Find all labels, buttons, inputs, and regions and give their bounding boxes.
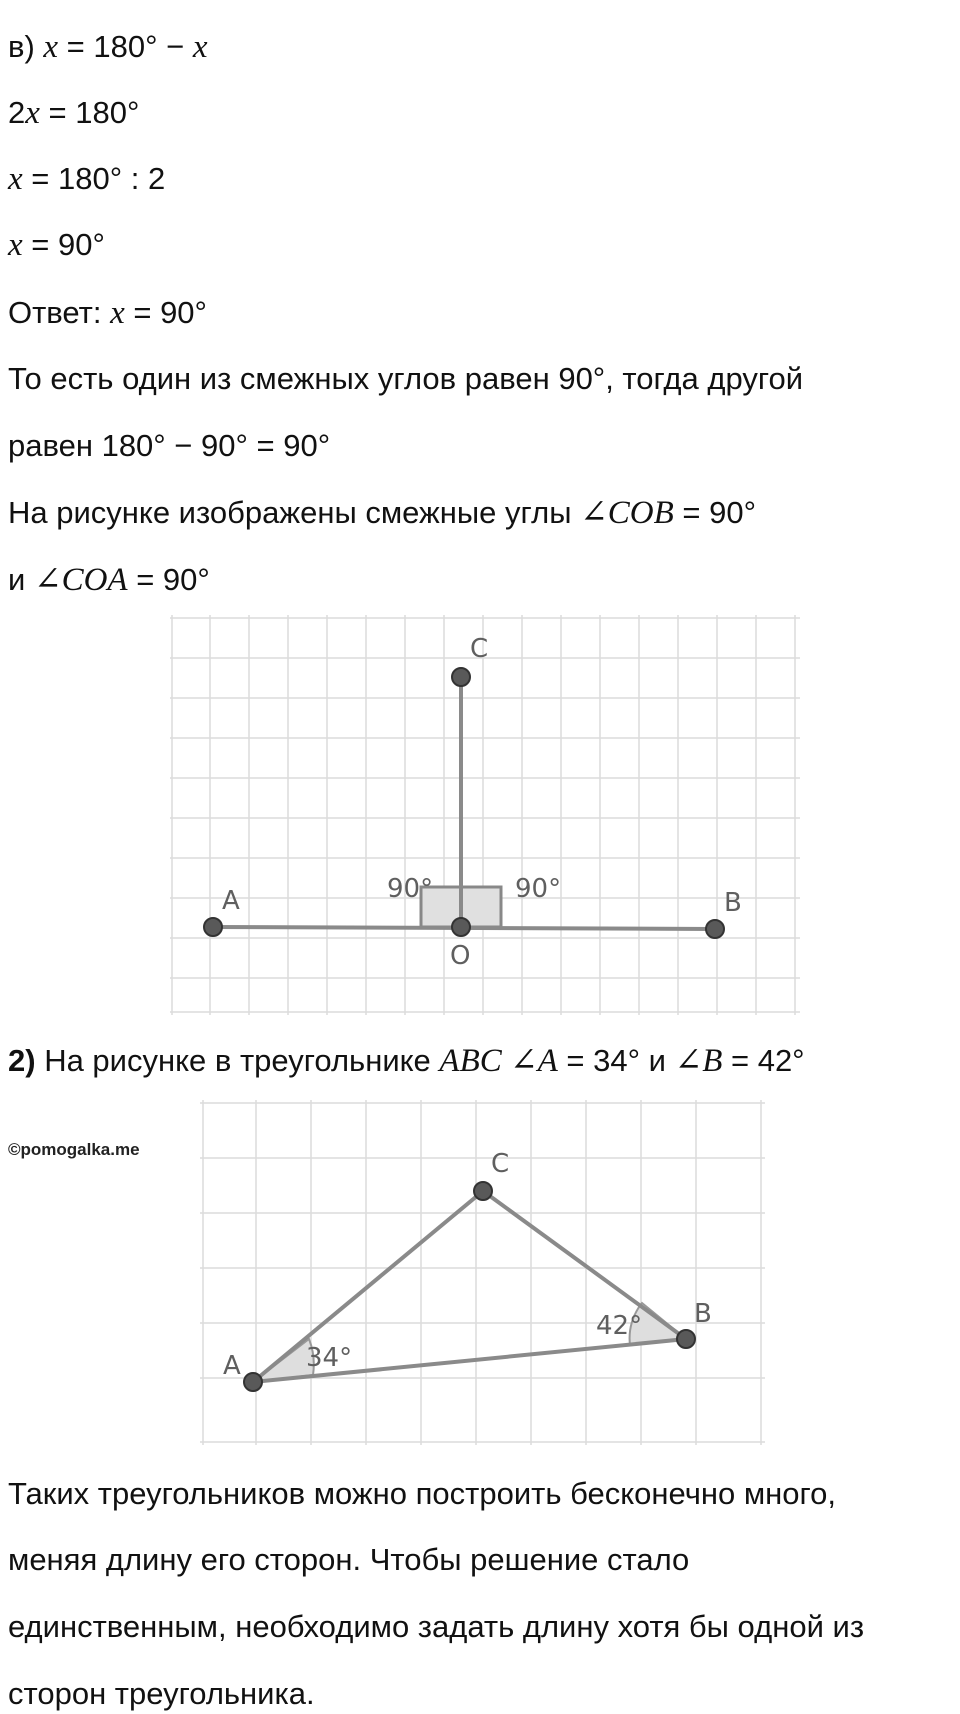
text: = 34° и [557, 1043, 675, 1078]
paragraph-line: Таких треугольников можно построить бесконечно много, [8, 1476, 837, 1511]
text: = 180° [39, 95, 140, 130]
text: = 180° − [58, 29, 193, 64]
grid [170, 615, 800, 1015]
angle-label-right: 90° [515, 874, 562, 904]
point-C [474, 1182, 492, 1200]
var-x: x [8, 227, 23, 263]
paragraph-line: равен 180° − 90° = 90° [8, 428, 331, 463]
equation-line-2 [8, 93, 139, 133]
paragraph-line: меняя длину его сторон. Чтобы решение стало [8, 1542, 690, 1577]
angle-label: ∠B [674, 1043, 723, 1079]
triangle-name: ABC [439, 1043, 502, 1079]
var-x: x [43, 29, 59, 65]
label-C: C [470, 634, 489, 664]
triangle-figure [200, 1100, 765, 1445]
watermark: ©pomogalka.me [8, 1140, 140, 1159]
angle-label: ∠COA [33, 562, 128, 598]
text: = 90° [673, 495, 757, 530]
equation-line-1 [8, 27, 208, 67]
text: = 90° [127, 562, 210, 597]
angle-label: ∠COB [580, 495, 674, 531]
text: в) [8, 29, 44, 64]
var-x: x [25, 95, 40, 131]
problem-number: 2) [8, 1043, 36, 1078]
text: = 90° [124, 295, 207, 330]
point-B [706, 920, 724, 938]
point-O [452, 918, 470, 936]
label-A: A [223, 1351, 241, 1381]
point-B [677, 1330, 695, 1348]
label-B: B [694, 1299, 712, 1329]
equation-line-3 [8, 159, 165, 199]
point-C [452, 668, 470, 686]
equation-line-4 [8, 225, 105, 265]
text: Ответ: [8, 295, 111, 330]
text: = 180° : 2 [22, 161, 166, 196]
point-A [204, 918, 222, 936]
angle-label-B: 42° [596, 1311, 643, 1341]
point-A [244, 1373, 262, 1391]
paragraph-line [8, 493, 756, 533]
var-x: x [192, 29, 208, 65]
label-B: B [724, 888, 742, 918]
label-A: A [222, 886, 240, 916]
angle-label-A: 34° [306, 1343, 353, 1373]
problem-2-statement [8, 1041, 805, 1081]
angle-label-left: 90° [387, 874, 434, 904]
answer-line [8, 293, 207, 333]
paragraph-line: единственным, необходимо задать длину хотя бы одной из [8, 1609, 865, 1644]
label-C: C [491, 1149, 510, 1179]
paragraph-line: сторон треугольника. [8, 1676, 315, 1711]
text: = 90° [22, 227, 105, 262]
text: На рисунке в треугольнике [35, 1043, 440, 1078]
paragraph-line: То есть один из смежных углов равен 90°, тогда другой [8, 361, 804, 396]
grid [200, 1100, 765, 1445]
side-AC [253, 1191, 483, 1382]
adjacent-angles-figure [170, 615, 800, 1015]
var-x: x [110, 295, 125, 331]
text: На рисунке изображены смежные углы [8, 495, 581, 530]
text: = 42° [722, 1043, 805, 1078]
text: и [8, 562, 34, 597]
text: 2 [8, 95, 26, 130]
label-O: O [450, 941, 471, 971]
angle-label: ∠A [501, 1043, 558, 1079]
paragraph-line [8, 560, 210, 600]
var-x: x [8, 161, 23, 197]
